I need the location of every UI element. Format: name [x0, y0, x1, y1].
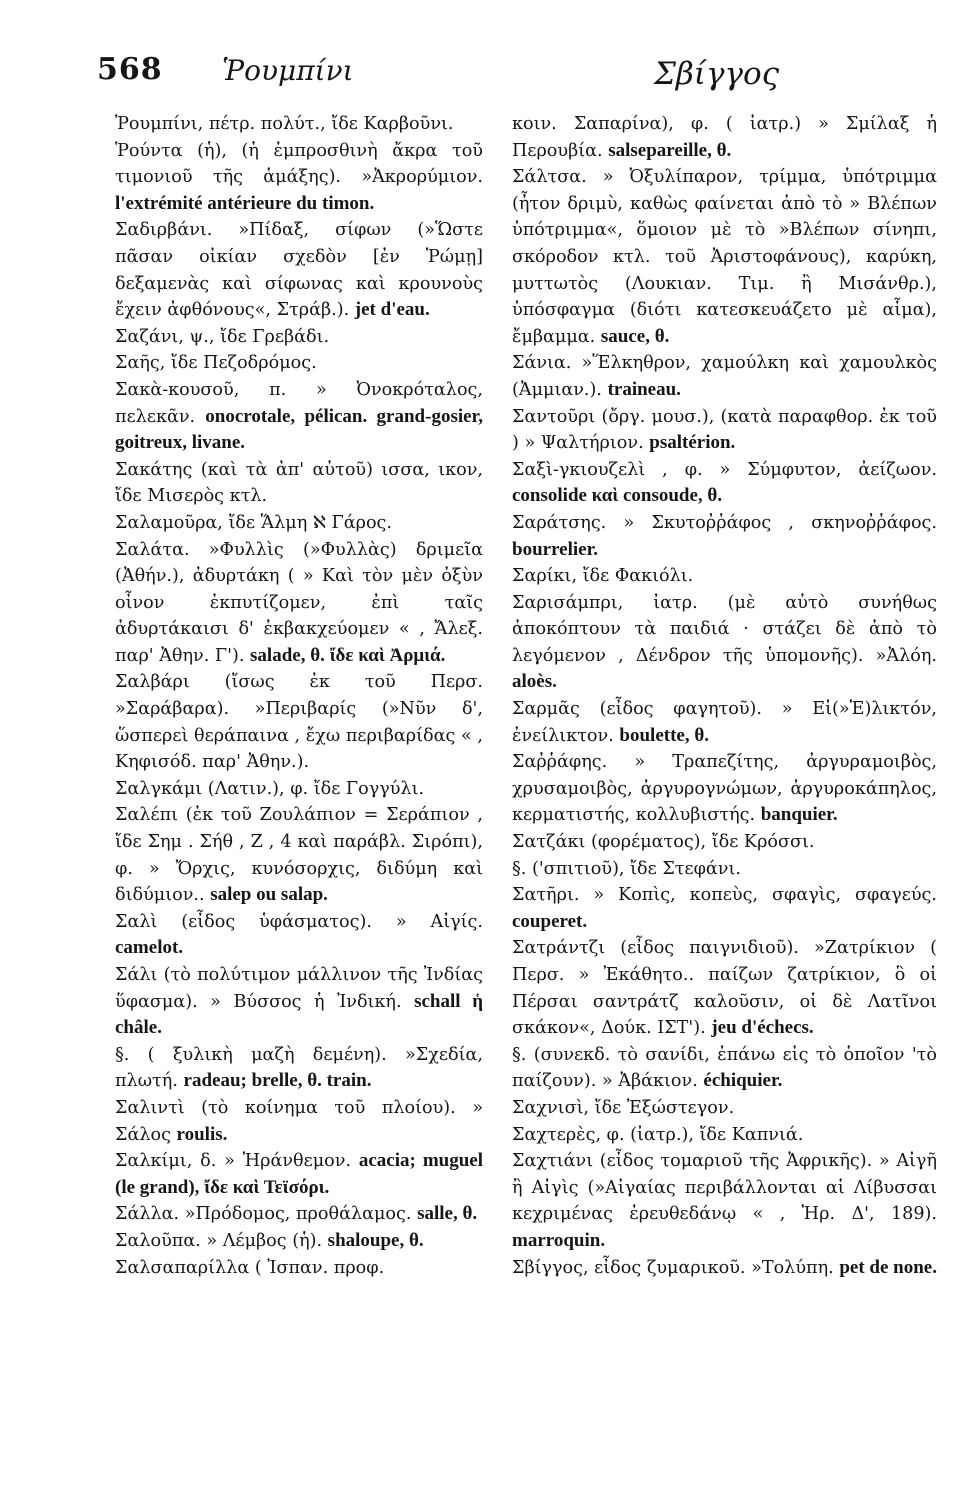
entry-greek-text: Σατράντζι (εἶδος παιγνιδιοῦ). »Ζατρίκιον ( Περσ. » Ἐκάθητο.. παίζων ζατρίκιον, ὃ οἱ Πέρσαι σαντράτζ καλοῦσιν, οἱ δὲ Λατῖνοι σκάκον«, Δούκ. ΙΣΤ').: [512, 938, 937, 1039]
entry-french-gloss: traineau.: [607, 378, 681, 400]
entry-french-gloss: roulis.: [176, 1123, 228, 1145]
entry-greek-text: Σατζάκι (φορέματος), ἴδε Κρόσσι.: [512, 832, 815, 853]
dictionary-entry: [115, 1201, 483, 1228]
entry-greek-text: Σάλλα. »Πρόδομος, προθάλαμος.: [115, 1204, 412, 1225]
entry-french-gloss: l'extrémité antérieure du timon.: [115, 192, 375, 214]
entry-french-gloss: radeau; brelle, θ. train.: [183, 1070, 372, 1092]
entry-greek-text: Σαῤῥάφης. » Τραπεζίτης, ἀργυραμοιβὸς, χρυσαμοιβὸς, ἀργυρογνώμων, ἀργυροκάπηλος, κερματιστής, κολλυβιστής.: [512, 752, 937, 826]
dictionary-entry: [512, 1148, 937, 1254]
dictionary-entry: [512, 856, 937, 883]
dictionary-entry: [115, 111, 483, 138]
entry-greek-text: Σαχτιάνι (εἶδος τομαριοῦ τῆς Ἀφρικῆς). » Αἰγῆ ἢ Αἰγὶς (»Αἰγαίας περιβάλλονται αἱ Λίβυσσαι κεχριμένας ἐρευθεδάνῳ « , Ἡρ. Δ', 189).: [512, 1151, 937, 1225]
dictionary-entry: [115, 669, 483, 775]
entry-french-gloss: shaloupe, θ.: [327, 1229, 424, 1251]
entry-french-gloss: banquier.: [760, 804, 838, 826]
dictionary-entry: [512, 1042, 937, 1095]
dictionary-entry: [512, 563, 937, 590]
entry-greek-text: Σαλκίμι, δ. » Ἡράνθεμον.: [115, 1151, 352, 1172]
entry-french-gloss: jet d'eau.: [354, 299, 430, 321]
dictionary-entry: [512, 696, 937, 749]
entry-french-gloss: salep ou salap.: [210, 884, 328, 906]
entry-french-gloss: jeu d'échecs.: [711, 1017, 814, 1039]
dictionary-entry: [512, 510, 937, 563]
dictionary-entry: [115, 138, 483, 218]
dictionary-entry: [115, 1095, 483, 1148]
dictionary-entry: [115, 1148, 483, 1201]
entry-french-gloss: acacia; muguel (le grand), ἴδε καὶ Τεϊσόρι.: [115, 1150, 483, 1198]
entry-greek-text: Σαζάνι, ψ., ἴδε Γρεβάδι.: [115, 326, 330, 347]
entry-greek-text: Σαρισάμπρι, ἰατρ. (μὲ αὐτὸ συνήθως ἀποκόπτουν τὰ παιδιά · στάζει δὲ ἀπὸ τὸ λεγόμενον , Δένδρον τῆς ὑπομονῆς). »Ἀλόη.: [512, 592, 937, 666]
entry-greek-text: Σαλοῦπα. » Λέμβος (ἡ).: [115, 1230, 323, 1251]
entry-greek-text: §. (συνεκδ. τὸ σανίδι, ἐπάνω εἰς τὸ ὁποῖον 'τὸ παίζουν). » Ἀβάκιον.: [512, 1044, 937, 1092]
dictionary-entry: [115, 1255, 483, 1282]
entry-greek-text: Σαλσαπαρίλλα ( Ἰσπαν. προφ.: [115, 1257, 385, 1278]
entry-french-gloss: sauce, θ.: [600, 325, 670, 347]
left-running-head: Ῥουμπίνι: [222, 54, 354, 87]
dictionary-entry: [115, 350, 483, 377]
dictionary-entry: [115, 962, 483, 1042]
dictionary-entry: [115, 217, 483, 323]
dictionary-entry: [512, 164, 937, 350]
entry-greek-text: §. ( ξυλικὴ μαζὴ δεμένη). »Σχεδία, πλωτή.: [115, 1044, 483, 1092]
entry-greek-text: Σάλτσα. » Ὀξυλίπαρον, τρίμμα, ὑπότριμμα (ἦτον δριμὺ, καθὼς φαίνεται ἀπὸ τὸ » Βλέπων ὑπότριμμα«, ὅμοιον μὲ τὸ »Βλέπων σίνηπι, σκόροδον κτλ. τοῦ Ἀριστοφάνους), καρύκη, μυττωτὸς (Λουκιαν. Τιμ. ἢ Μισάνθρ.), ὑπόσφαγμα (διότι κατεσκευάζετο μὲ αἷμα), ἔμβαμμα.: [512, 167, 937, 347]
dictionary-entry: [115, 324, 483, 351]
entry-french-gloss: psaltérion.: [649, 432, 736, 454]
dictionary-entry: [115, 776, 483, 803]
right-running-head: Σβίγγος: [654, 56, 780, 92]
entry-greek-text: Ῥούντα (ἡ), (ἡ ἐμπροσθινὴ ἄκρα τοῦ τιμονιοῦ τῆς ἁμάξης). »Ἀκρορύμιον.: [115, 140, 483, 188]
dictionary-entry: [115, 510, 483, 537]
entry-greek-text: Σάλι (τὸ πολύτιμον μάλλινον τῆς Ἰνδίας ὕφασμα). » Βύσσος ἡ Ἰνδική.: [115, 965, 483, 1012]
entry-greek-text: Σατῆρι. » Κοπὶς, κοπεὺς, σφαγὶς, σφαγεύς.: [512, 885, 937, 906]
entry-greek-text: Σάνια. »Ἕλκηθρον, χαμούλκη καὶ χαμουλκὸς (Ἀμμιαν.).: [512, 353, 937, 400]
dictionary-entry: [512, 457, 937, 510]
entry-greek-text: Σαλέπι (ἐκ τοῦ Ζουλάπιον = Σεράπιον , ἴδε Σημ . Σήθ , Ζ , 4 καὶ παράβλ. Σιρόπι), φ. » Ὄρχις, κυνόσορχις, διδύμη καὶ διδύμιον..: [115, 805, 483, 906]
entry-greek-text: Σαῆς, ἴδε Πεζοδρόμος.: [115, 353, 317, 374]
entry-french-gloss: couperet.: [512, 910, 588, 932]
dictionary-entry: [512, 882, 937, 935]
dictionary-entry: [512, 1122, 937, 1149]
entry-french-gloss: schall ἡ châle.: [115, 990, 483, 1039]
entry-french-gloss: salle, θ.: [417, 1203, 478, 1225]
dictionary-entry: [512, 749, 937, 829]
entry-greek-text: Σαλβάρι (ἴσως ἐκ τοῦ Περσ. »Σαράβαρα). »Περιβαρίς (»Νῦν δ', ὥσπερεὶ θεράπαινα , ἔχω περιβαρίδας « , Κηφισόδ. παρ' Ἀθην.).: [115, 672, 483, 773]
entry-greek-text: Σαλιντὶ (τὸ κοίνημα τοῦ πλοίου). » Σάλος: [115, 1097, 483, 1145]
entry-greek-text: Ῥουμπίνι, πέτρ. πολύτ., ἴδε Καρβοῦνι.: [115, 114, 454, 134]
entry-french-gloss: onocrotale, pélican. grand-gosier, goitreux, livane.: [115, 405, 483, 454]
entry-greek-text: §. ('σπιτιοῦ), ἴδε Στεφάνι.: [512, 858, 741, 879]
entry-greek-text: Σαλαμοῦρα, ἴδε Ἅλμη ℵ Γάρος.: [115, 512, 392, 533]
entry-greek-text: Σαξὶ-γκιουζελὶ , φ. » Σύμφυτον, ἀείζωον.: [512, 459, 937, 480]
dictionary-entry: [115, 909, 483, 962]
right-column: [512, 111, 937, 1281]
entry-greek-text: Σαχνισὶ, ἴδε Ἐξώστεγον.: [512, 1097, 735, 1118]
dictionary-entry: [512, 1255, 937, 1282]
entry-french-gloss: salsepareille, θ.: [608, 139, 732, 161]
dictionary-entry: [115, 377, 483, 457]
left-column: [115, 111, 483, 1281]
entry-greek-text: κοιν. Σαπαρίνα), φ. ( ἰατρ.) » Σμίλαξ ἡ Περουβία.: [512, 114, 937, 161]
entry-greek-text: Σαντοῦρι (ὄργ. μουσ.), (κατὰ παραφθορ. ἐκ τοῦ ) » Ψαλτήριον.: [512, 406, 937, 454]
entry-greek-text: Σαχτερὲς, φ. (ἰατρ.), ἴδε Καπνιά.: [512, 1124, 804, 1145]
dictionary-entry: [512, 1095, 937, 1122]
entry-french-gloss: pet de none.: [839, 1256, 937, 1278]
entry-greek-text: Σαρμᾶς (εἶδος φαγητοῦ). » Εἰ(»Ἑ)λικτόν, ἐνείλικτον.: [512, 699, 937, 746]
entry-greek-text: Σακάτης (καὶ τὰ ἀπ' αὐτοῦ) ισσα, ικον, ἴδε Μισερὸς κτλ.: [115, 459, 483, 507]
entry-greek-text: Σαδιρβάνι. »Πίδαξ, σίφων (»Ὥστε πᾶσαν οἰκίαν σχεδὸν [ἐν Ῥώμῃ] δεξαμενὰς καὶ σίφωνας καὶ κρουνοὺς ἔχειν ἀφθόνους«, Στράβ.).: [115, 220, 483, 321]
dictionary-entry: [115, 1042, 483, 1095]
dictionary-entry: [512, 829, 937, 856]
page-header: [0, 52, 970, 102]
dictionary-entry: [115, 457, 483, 510]
entry-french-gloss: aloès.: [512, 671, 557, 693]
entry-french-gloss: marroquin.: [512, 1229, 606, 1251]
dictionary-entry: [115, 1228, 483, 1255]
entry-greek-text: Σακὰ-κουσοῦ, π. » Ὀνοκρόταλος, πελεκᾶν.: [115, 379, 483, 427]
entry-french-gloss: échiquier.: [703, 1070, 783, 1092]
entry-greek-text: Σβίγγος, εἶδος ζυμαρικοῦ. »Τολύπη.: [512, 1257, 834, 1278]
entry-greek-text: Σαλγκάμι (Λατιν.), φ. ἴδε Γογγύλι.: [115, 778, 425, 799]
entry-french-gloss: camelot.: [115, 937, 184, 959]
entry-french-gloss: consolide καὶ consoude, θ.: [512, 485, 723, 507]
entry-greek-text: Σαλὶ (εἶδος ὑφάσματος). » Αἰγίς.: [115, 911, 483, 932]
entry-greek-text: Σαράτσης. » Σκυτοῤῥάφος , σκηνοῤῥάφος.: [512, 512, 937, 533]
dictionary-entry: [512, 350, 937, 403]
dictionary-entry: [512, 590, 937, 696]
entry-french-gloss: boulette, θ.: [619, 724, 710, 746]
dictionary-entry: [512, 404, 937, 457]
entry-greek-text: Σαρίκι, ἴδε Φακιόλι.: [512, 566, 694, 587]
entry-french-gloss: bourrelier.: [512, 538, 599, 560]
dictionary-entry: [115, 802, 483, 908]
dictionary-entry: [512, 935, 937, 1041]
entry-greek-text: Σαλάτα. »Φυλλὶς (»Φυλλὰς) δριμεῖα (Ἀθήν.), ἀδυρτάκη ( » Καὶ τὸν μὲν ὀξὺν οἶνον ἐκπυτίζομεν, ἐπὶ ταῖς ἀδυρτάκαισι δ' ἐκβακχεύομεν « , Ἄλεξ. παρ' Ἀθην. Γ').: [115, 539, 483, 666]
page-number: 568: [97, 52, 163, 87]
entry-french-gloss: salade, θ. ἴδε καὶ Ἀρμιά.: [250, 644, 446, 666]
dictionary-entry: [512, 111, 937, 164]
dictionary-entry: [115, 537, 483, 670]
